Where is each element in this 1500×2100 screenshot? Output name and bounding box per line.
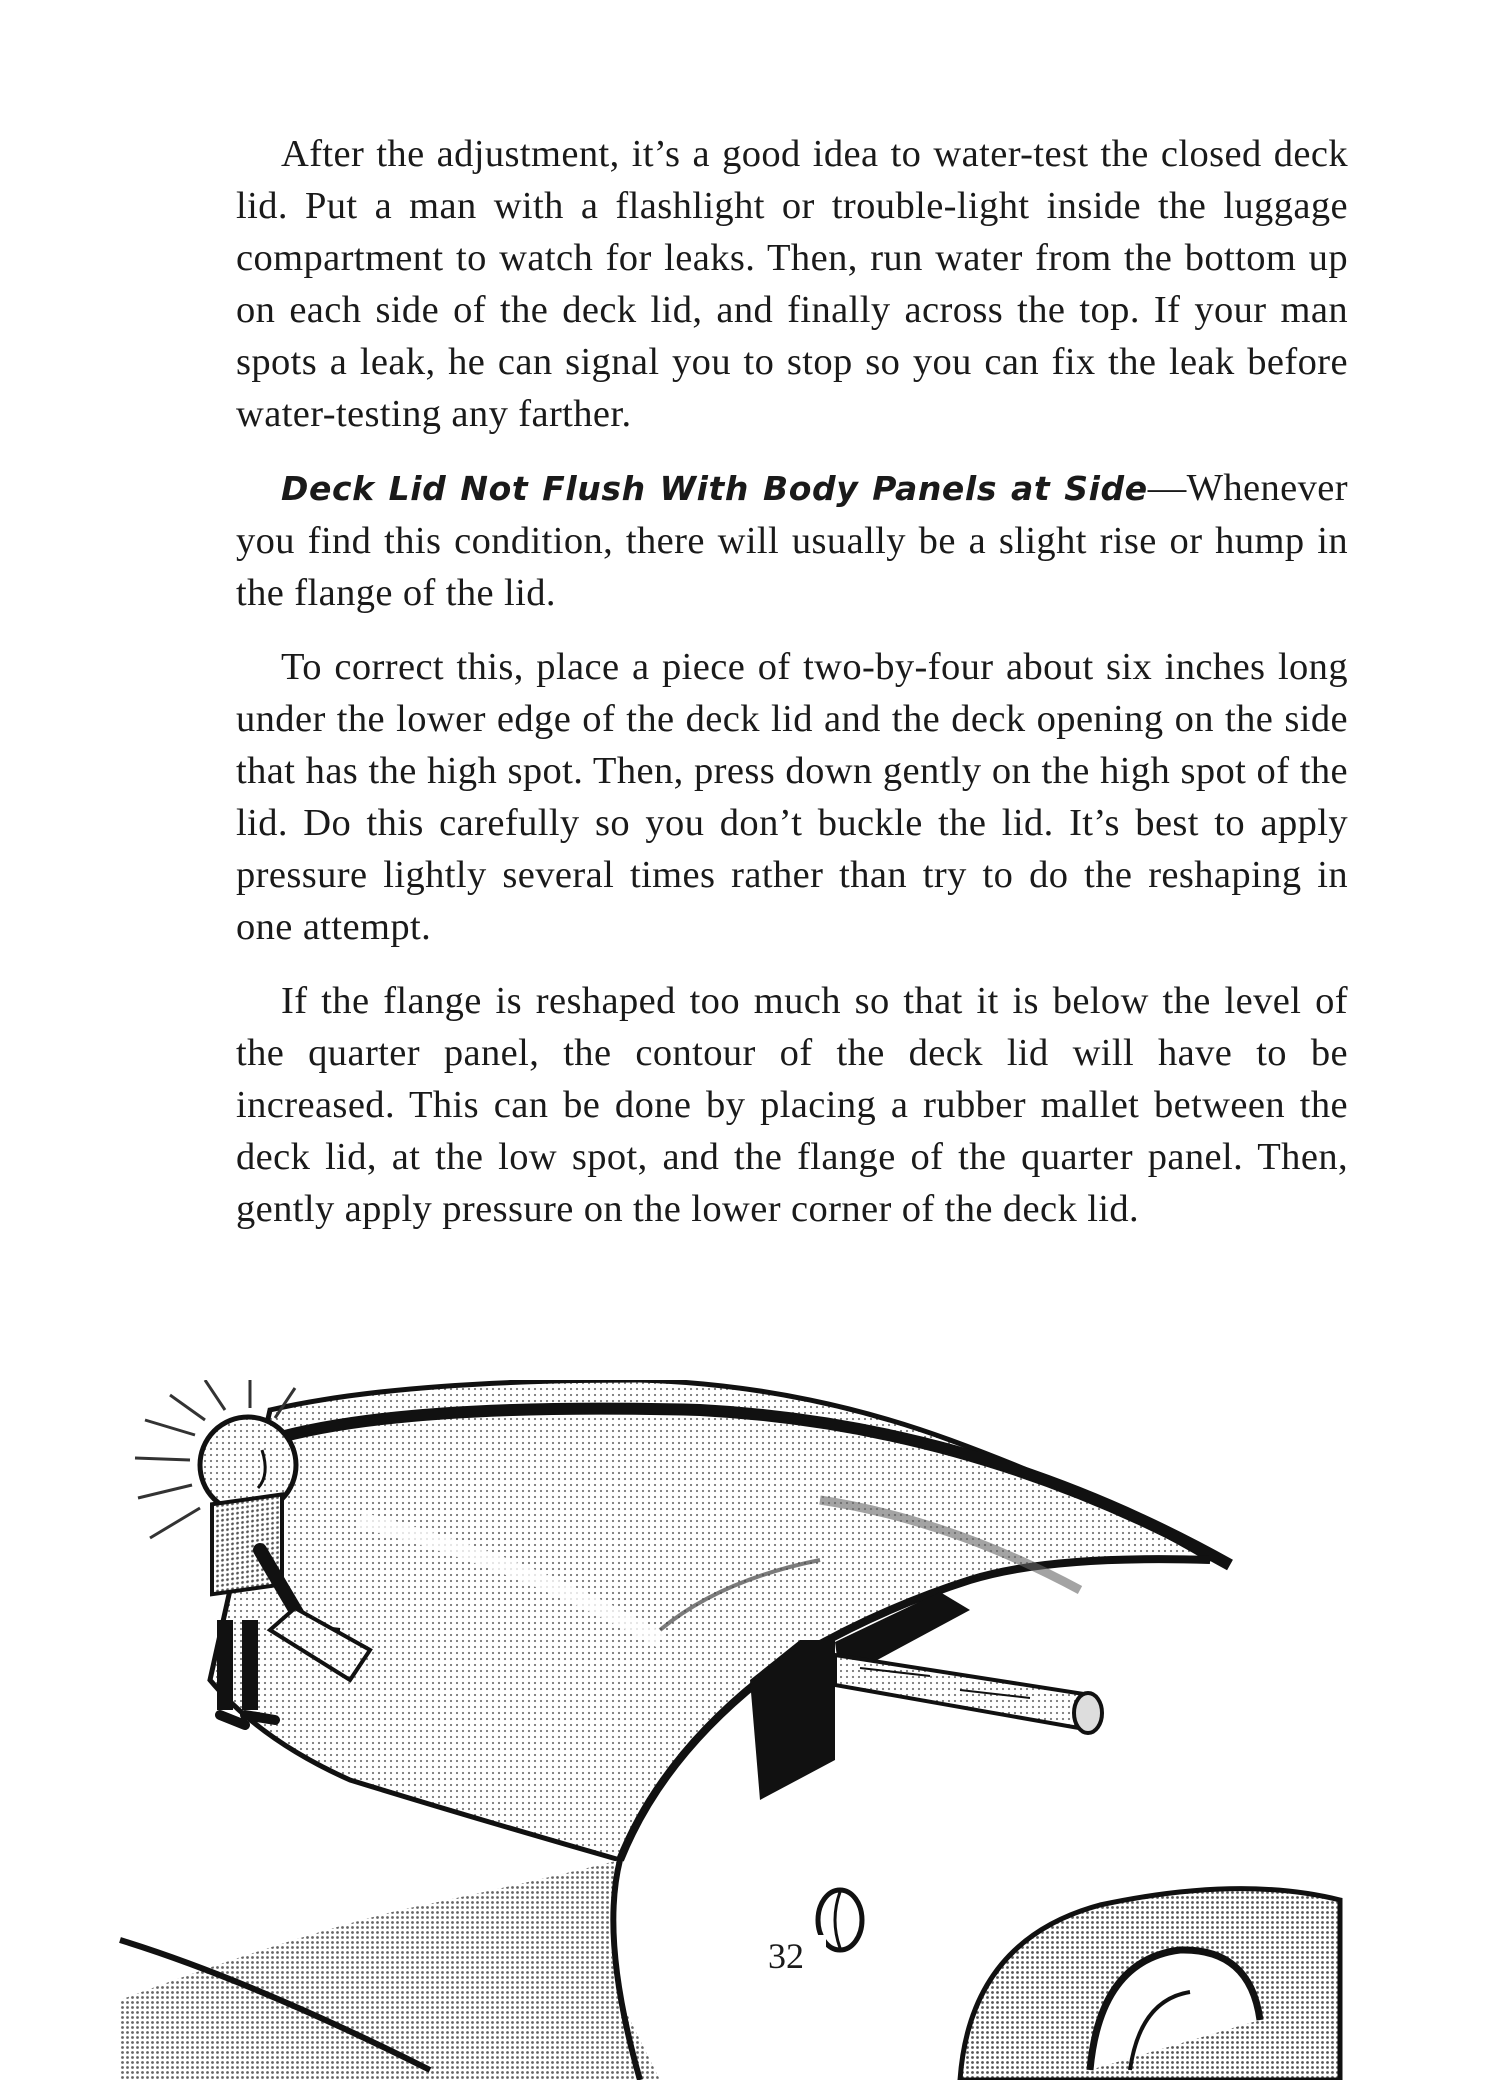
section-heading-body: —Whenever you find this condition, there will usually be a slight rise or hump in the flange of the lid. (236, 467, 1348, 614)
section-heading: Deck Lid Not Flush With Body Panels at Side (281, 469, 1148, 508)
paragraph-reshaped-too-much: If the flange is reshaped too much so that it is below the level of the quarter panel, the contour of the deck lid will have to be increased. This can be done by placing a rubber mallet between the deck lid, at the low spot, and the flange of the quarter panel. Then, gently apply pressure on the lower corner of the deck lid. (236, 980, 1348, 1230)
body-text (236, 128, 1348, 1257)
rear-fender (960, 1889, 1340, 2080)
paragraph-correct-high-spot: To correct this, place a piece of two-by-four about six inches long under the lower edge of the deck lid and the deck opening on the side that has the high spot. Then, press down gently on the high spot of the lid. Do this carefully so you don’t buckle the lid. It’s best to apply pressure lightly several times rather than try to do the reshaping in one attempt. (236, 646, 1348, 948)
page-number: 32 (746, 1935, 826, 1977)
two-by-four-block (835, 1655, 1102, 1733)
paragraph-not-flush (236, 462, 1348, 619)
deck-lid-shape (210, 1380, 1230, 1860)
paragraph-water-test: After the adjustment, it’s a good idea to water-test the closed deck lid. Put a man with a flashlight or trouble-light inside the luggage compartment to watch for leaks. Then, run water from the bottom up on each side of the deck lid, and finally across the top. If your man spots a leak, he can signal you to stop so you can fix the leak before water-testing any farther. (236, 133, 1348, 435)
